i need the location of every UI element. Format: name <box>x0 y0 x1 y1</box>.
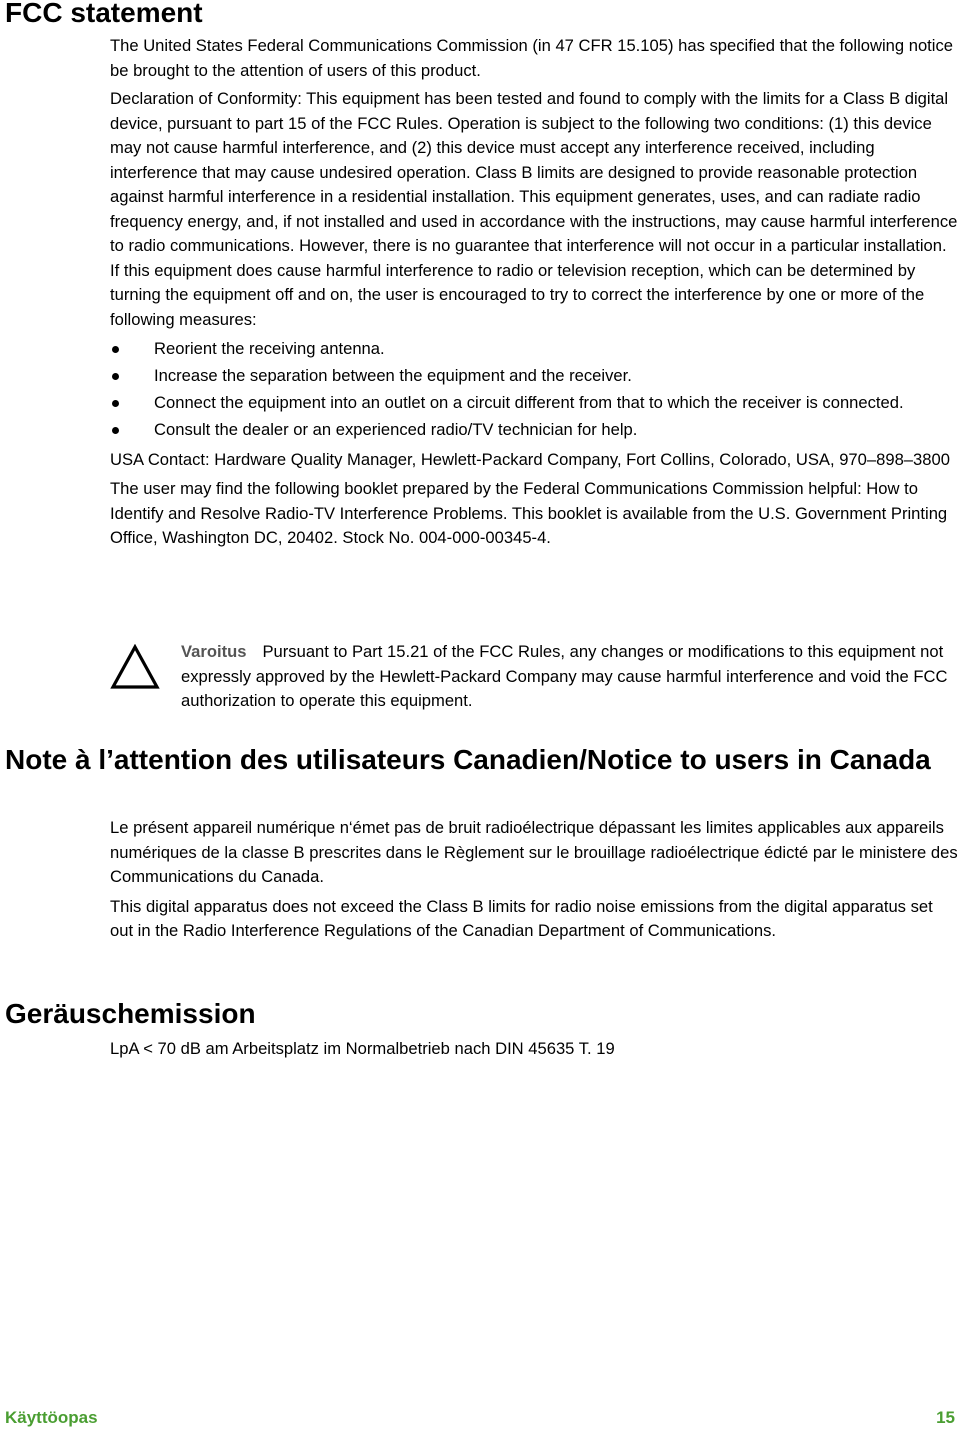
geraeusch-heading: Geräuschemission <box>5 998 256 1029</box>
footer-guide-name: Käyttöopas <box>5 1408 98 1427</box>
measure-text: Connect the equipment into an outlet on a circuit different from that to which the receiver is connected. <box>154 393 904 412</box>
bullet-icon <box>112 373 119 380</box>
geraeusch-paragraph: LpA < 70 dB am Arbeitsplatz im Normalbetrieb nach DIN 45635 T. 19 <box>110 1039 615 1058</box>
measure-text: Reorient the receiving antenna. <box>154 339 385 358</box>
bullet-icon <box>112 400 119 407</box>
warning-triangle-icon <box>110 644 160 690</box>
fcc-section <box>110 34 960 551</box>
canada-english-paragraph: This digital apparatus does not exceed the Class B limits for radio noise emissions from the digital apparatus set out in the Radio Interference Regulations of the Canadian Department of Communications. <box>110 896 933 940</box>
canada-french-paragraph: Le présent appareil numérique n‘émet pas de bruit radioélectrique dépassant les limites applicables aux appareils numériques de la classe B prescrites dans le Règlement sur le brouillage radioélectrique édicté par le ministere des Communications du Canada. <box>110 818 958 886</box>
canada-section <box>110 816 960 944</box>
bullet-icon <box>112 427 119 434</box>
geraeusch-section <box>110 1037 960 1062</box>
warning-note <box>110 640 960 720</box>
measure-text: Increase the separation between the equipment and the receiver. <box>154 366 632 385</box>
warning-text: Pursuant to Part 15.21 of the FCC Rules, any changes or modifications to this equipment not expressly approved by the Hewlett-Packard Company may cause harmful interference and void the FCC authorization to operate this equipment. <box>181 642 948 710</box>
fcc-notice-paragraph: The United States Federal Communications Commission (in 47 CFR 15.105) has specified that the following notice be brought to the attention of users of this product. <box>110 36 953 80</box>
measure-text: Consult the dealer or an experienced radio/TV technician for help. <box>154 420 638 439</box>
bullet-icon <box>112 346 119 353</box>
warning-text-block <box>181 640 960 714</box>
fcc-declaration-paragraph: Declaration of Conformity: This equipment has been tested and found to comply with the limits for a Class B digital device, pursuant to part 15 of the FCC Rules. Operation is subject to the following two conditions: (1) this device may not cause harmful interference, and (2) this device must accept any interference received, including interference that may cause undesired operation. Class B limits are designed to provide reasonable protection against harmful interference in a residential installation. This equipment generates, uses, and can radiate radio frequency energy, and, if not installed and used in accordance with the instructions, may cause harmful interference to radio communications. However, there is no guarantee that interference will not occur in a particular installation. If this equipment does cause harmful interference to radio or television reception, which can be determined by turning the equipment off and on, the user is encouraged to try to correct the interference by one or more of the following measures: <box>110 89 958 329</box>
booklet-paragraph: The user may find the following booklet prepared by the Federal Communications Commission helpful: How to Identify and Resolve Radio-TV Interference Problems. This booklet is available from the U.S. Government Printing Office, Washington DC, 20402. Stock No. 004-000-00345-4. <box>110 479 948 547</box>
fcc-heading: FCC statement <box>5 0 203 28</box>
warning-label: Varoitus <box>181 642 247 661</box>
canada-heading: Note à l’attention des utilisateurs Canadien/Notice to users in Canada <box>5 744 931 775</box>
list-item <box>110 364 960 389</box>
footer-page-number: 15 <box>936 1408 955 1427</box>
usa-contact-paragraph: USA Contact: Hardware Quality Manager, Hewlett-Packard Company, Fort Collins, Colorado, USA, 970–898–3800 <box>110 449 950 469</box>
list-item <box>110 337 960 362</box>
measures-list <box>110 337 960 443</box>
list-item <box>110 418 960 443</box>
list-item <box>110 391 960 416</box>
